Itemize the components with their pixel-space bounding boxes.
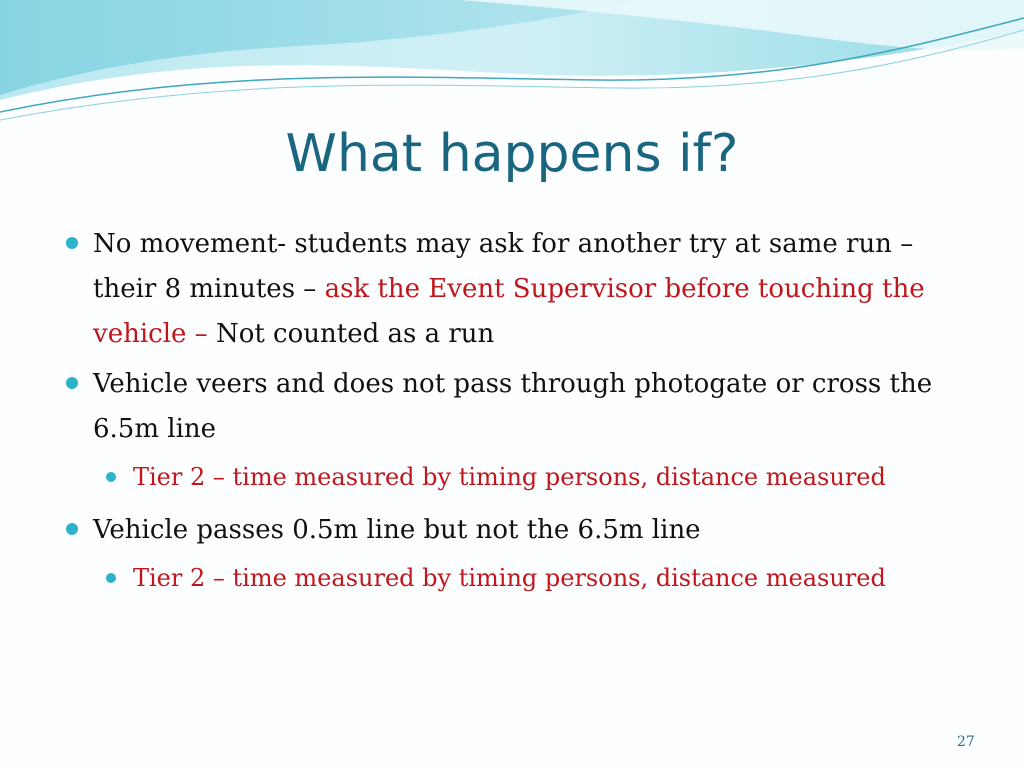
sub-bullet-dot-icon — [106, 573, 116, 583]
sub-bullet-item — [100, 558, 960, 599]
bullet-list — [60, 222, 960, 609]
bullet-dot-icon — [66, 377, 78, 389]
bullet-text: Not counted as a run — [215, 319, 495, 349]
sub-bullet-item — [100, 457, 960, 498]
bullet-dot-icon — [66, 523, 78, 535]
bullet-item-vehicle-veers — [60, 362, 960, 452]
bullet-dot-icon — [66, 237, 78, 249]
slide-title: What happens if? — [285, 124, 739, 184]
page-number: 27 — [957, 734, 975, 750]
sub-bullet-dot-icon — [106, 472, 116, 482]
decorative-wave-header — [0, 0, 1024, 130]
sub-bullet-text: Tier 2 – time measured by timing persons, distance measured — [133, 564, 886, 592]
bullet-text-emphasis: ask the Event Supervisor before touching the vehicle – — [93, 274, 925, 349]
bullet-item-vehicle-passes — [60, 508, 960, 553]
bullet-item-no-movement — [60, 222, 960, 357]
bullet-text: Vehicle veers and does not pass through photogate or cross the 6.5m line — [93, 369, 933, 444]
bullet-text: No movement- students may ask for another try at same run – their 8 minutes – — [93, 229, 914, 304]
sub-bullet-text: Tier 2 – time measured by timing persons, distance measured — [133, 463, 886, 491]
bullet-text: Vehicle passes 0.5m line but not the 6.5m line — [93, 515, 701, 545]
